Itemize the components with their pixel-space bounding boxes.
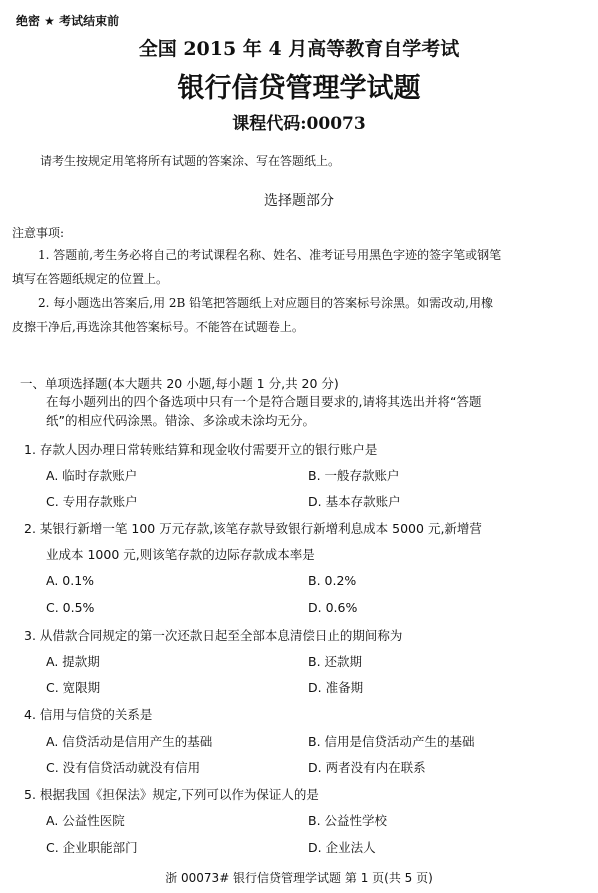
section-1-heading: 一、单项选择题(本大题共 20 小题,每小题 1 分,共 20 分): [20, 376, 339, 391]
question-3-option-c: C. 宽限期: [46, 680, 101, 695]
question-1-option-a: A. 临时存款账户: [46, 468, 138, 483]
question-2-option-a: A. 0.1%: [46, 573, 95, 588]
note-1-line-1: 1. 答题前,考生务必将自己的考试课程名称、姓名、准考证号用黑色字迹的签字笔或钢笔: [38, 248, 502, 262]
question-2-option-b: B. 0.2%: [308, 573, 357, 588]
question-2-stem-line-2: 业成本 1000 元,则该笔存款的边际存款成本率是: [46, 547, 315, 562]
section-1-desc-line-2: 纸”的相应代码涂黑。错涂、多涂或未涂均无分。: [46, 413, 315, 428]
question-3-option-a: A. 提款期: [46, 654, 100, 669]
section-1-desc-line-1: 在每小题列出的四个备选项中只有一个是符合题目要求的,请将其选出并将“答题: [46, 394, 482, 409]
question-1-option-b: B. 一般存款账户: [308, 468, 400, 483]
question-4-option-c: C. 没有信贷活动就没有信用: [46, 760, 201, 775]
part-title: 选择题部分: [264, 193, 334, 209]
note-1-line-2: 填写在答题纸规定的位置上。: [12, 272, 169, 286]
question-5-option-c: C. 企业职能部门: [46, 840, 138, 855]
question-3-option-d: D. 准备期: [308, 680, 364, 695]
question-4-option-a: A. 信贷活动是信用产生的基础: [46, 734, 213, 749]
question-5-stem: 5. 根据我国《担保法》规定,下列可以作为保证人的是: [24, 787, 319, 802]
question-1-option-c: C. 专用存款账户: [46, 494, 138, 509]
question-4-stem: 4. 信用与信贷的关系是: [24, 707, 153, 722]
question-1-stem: 1. 存款人因办理日常转账结算和现金收付需要开立的银行账户是: [24, 442, 378, 457]
question-3-option-b: B. 还款期: [308, 654, 363, 669]
notes-heading: 注意事项:: [12, 226, 65, 240]
question-2-stem-line-1: 2. 某银行新增一笔 100 万元存款,该笔存款导致银行新增利息成本 5000 元,新增营: [24, 521, 482, 536]
question-2-option-c: C. 0.5%: [46, 600, 95, 615]
secret-mark: 绝密 ★ 考试结束前: [16, 14, 120, 28]
question-4-option-d: D. 两者没有内在联系: [308, 760, 426, 775]
question-2-option-d: D. 0.6%: [308, 600, 358, 615]
question-4-option-b: B. 信用是信贷活动产生的基础: [308, 734, 475, 749]
answer-instruction: 请考生按规定用笔将所有试题的答案涂、写在答题纸上。: [40, 154, 341, 168]
note-2-line-1: 2. 每小题选出答案后,用 2B 铅笔把答题纸上对应题目的答案标号涂黑。如需改动,用橡: [38, 296, 493, 310]
exam-title: 全国 2015 年 4 月高等教育自学考试: [138, 38, 460, 60]
course-code: 课程代码:00073: [232, 114, 366, 134]
page-footer: 浙 00073# 银行信贷管理学试题 第 1 页(共 5 页): [165, 871, 433, 885]
question-5-option-a: A. 公益性医院: [46, 813, 125, 828]
question-5-option-b: B. 公益性学校: [308, 813, 388, 828]
question-1-option-d: D. 基本存款账户: [308, 494, 401, 509]
note-2-line-2: 皮擦干净后,再选涂其他答案标号。不能答在试题卷上。: [12, 320, 304, 334]
question-5-option-d: D. 企业法人: [308, 840, 376, 855]
question-3-stem: 3. 从借款合同规定的第一次还款日起至全部本息清偿日止的期间称为: [24, 628, 403, 643]
subject-title: 银行信贷管理学试题: [177, 73, 421, 104]
